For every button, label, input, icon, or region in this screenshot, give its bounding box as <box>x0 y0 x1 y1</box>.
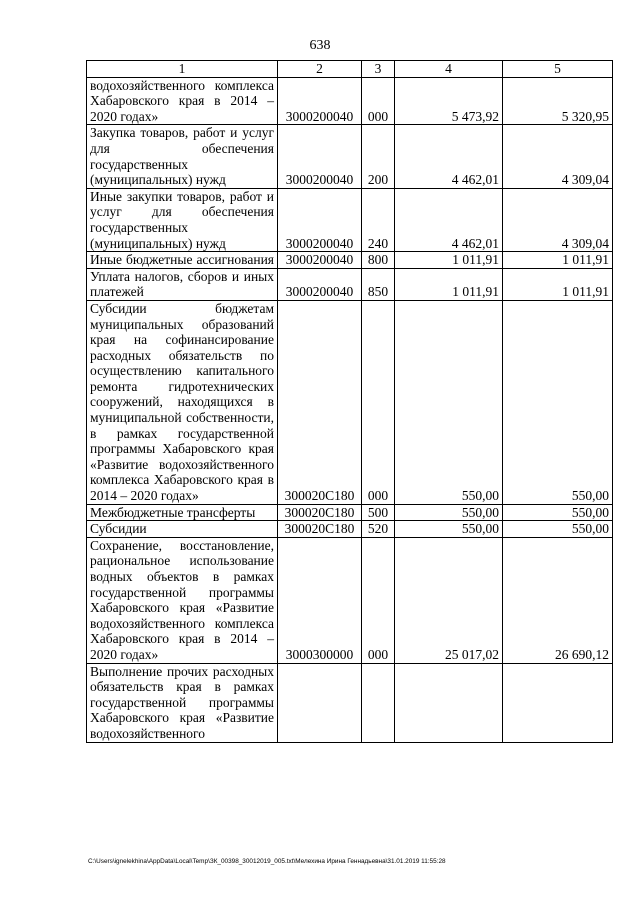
row-expense-type: 520 <box>362 521 395 538</box>
row-name: Субсидии <box>87 521 278 538</box>
table-row <box>87 521 613 538</box>
row-amount-col4: 4 462,01 <box>395 125 503 188</box>
row-target-code: 300020С180 <box>278 504 362 521</box>
row-name: Межбюджетные трансферты <box>87 504 278 521</box>
row-amount-col5: 550,00 <box>503 521 613 538</box>
row-name: Сохранение, восстановление, рациональное использование водных объектов в рамках государственной программы Хабаровского края «Развитие водохозяйственного комплекса Хабаровского края в 2014 – 2020 годах» <box>87 537 278 663</box>
row-expense-type: 500 <box>362 504 395 521</box>
row-amount-col5: 4 309,04 <box>503 125 613 188</box>
row-target-code: 300020С180 <box>278 521 362 538</box>
row-name: Иные бюджетные ассигнования <box>87 252 278 269</box>
row-expense-type: 200 <box>362 125 395 188</box>
row-target-code: 300020С180 <box>278 300 362 504</box>
row-amount-col5: 550,00 <box>503 504 613 521</box>
row-target-code: 3000200040 <box>278 77 362 125</box>
table-row <box>87 300 613 504</box>
column-header-3: 3 <box>362 61 395 78</box>
row-amount-col4: 25 017,02 <box>395 537 503 663</box>
row-expense-type: 800 <box>362 252 395 269</box>
row-amount-col4: 4 462,01 <box>395 188 503 251</box>
row-target-code <box>278 663 362 742</box>
table-row <box>87 504 613 521</box>
row-target-code: 3000200040 <box>278 252 362 269</box>
row-amount-col5: 26 690,12 <box>503 537 613 663</box>
row-target-code: 3000300000 <box>278 537 362 663</box>
row-amount-col5: 1 011,91 <box>503 268 613 300</box>
row-amount-col5: 5 320,95 <box>503 77 613 125</box>
row-name: Уплата налогов, сборов и иных платежей <box>87 268 278 300</box>
row-amount-col4: 1 011,91 <box>395 268 503 300</box>
row-expense-type: 000 <box>362 300 395 504</box>
row-name: Иные закупки товаров, работ и услуг для обеспечения государственных (муниципальных) нужд <box>87 188 278 251</box>
column-header-4: 4 <box>395 61 503 78</box>
row-name: Закупка товаров, работ и услуг для обеспечения государственных (муниципальных) нужд <box>87 125 278 188</box>
row-expense-type: 000 <box>362 537 395 663</box>
column-header-5: 5 <box>503 61 613 78</box>
table-row <box>87 268 613 300</box>
row-amount-col4: 5 473,92 <box>395 77 503 125</box>
table-row <box>87 252 613 269</box>
row-target-code: 3000200040 <box>278 188 362 251</box>
row-expense-type: 000 <box>362 77 395 125</box>
row-name: Выполнение прочих расходных обязательств края в рамках государственной программы Хабаровского края «Развитие водохозяйственного <box>87 663 278 742</box>
table-row <box>87 188 613 251</box>
row-amount-col4: 1 011,91 <box>395 252 503 269</box>
row-amount-col4 <box>395 663 503 742</box>
row-amount-col5: 1 011,91 <box>503 252 613 269</box>
table-row <box>87 663 613 742</box>
table-row <box>87 125 613 188</box>
row-amount-col4: 550,00 <box>395 504 503 521</box>
column-header-1: 1 <box>87 61 278 78</box>
row-name: водохозяйственного комплекса Хабаровского края в 2014 – 2020 годах» <box>87 77 278 125</box>
page-number: 638 <box>309 38 331 53</box>
budget-table <box>86 60 613 743</box>
table-row <box>87 537 613 663</box>
row-target-code: 3000200040 <box>278 125 362 188</box>
row-expense-type <box>362 663 395 742</box>
column-header-2: 2 <box>278 61 362 78</box>
row-amount-col4: 550,00 <box>395 521 503 538</box>
row-target-code: 3000200040 <box>278 268 362 300</box>
row-expense-type: 850 <box>362 268 395 300</box>
table-row <box>87 77 613 125</box>
row-amount-col5: 550,00 <box>503 300 613 504</box>
document-path-footer: C:\Users\ignelekhina\AppData\Local\Temp\ЗК_00398_30012019_005.txt\Мелехина Ирина Геннадьевна\31.01.2019 11:55:28 <box>88 858 446 865</box>
row-amount-col4: 550,00 <box>395 300 503 504</box>
row-amount-col5: 4 309,04 <box>503 188 613 251</box>
row-name: Субсидии бюджетам муниципальных образований края на софинансирование расходных обязательств по осуществлению капитального ремонта гидротехнических сооружений, находящихся в муниципальной собственности, в рамках государственной программы Хабаровского края «Развитие водохозяйственного комплекса Хабаровского края в 2014 – 2020 годах» <box>87 300 278 504</box>
table-header-row <box>87 61 613 78</box>
row-amount-col5 <box>503 663 613 742</box>
row-expense-type: 240 <box>362 188 395 251</box>
